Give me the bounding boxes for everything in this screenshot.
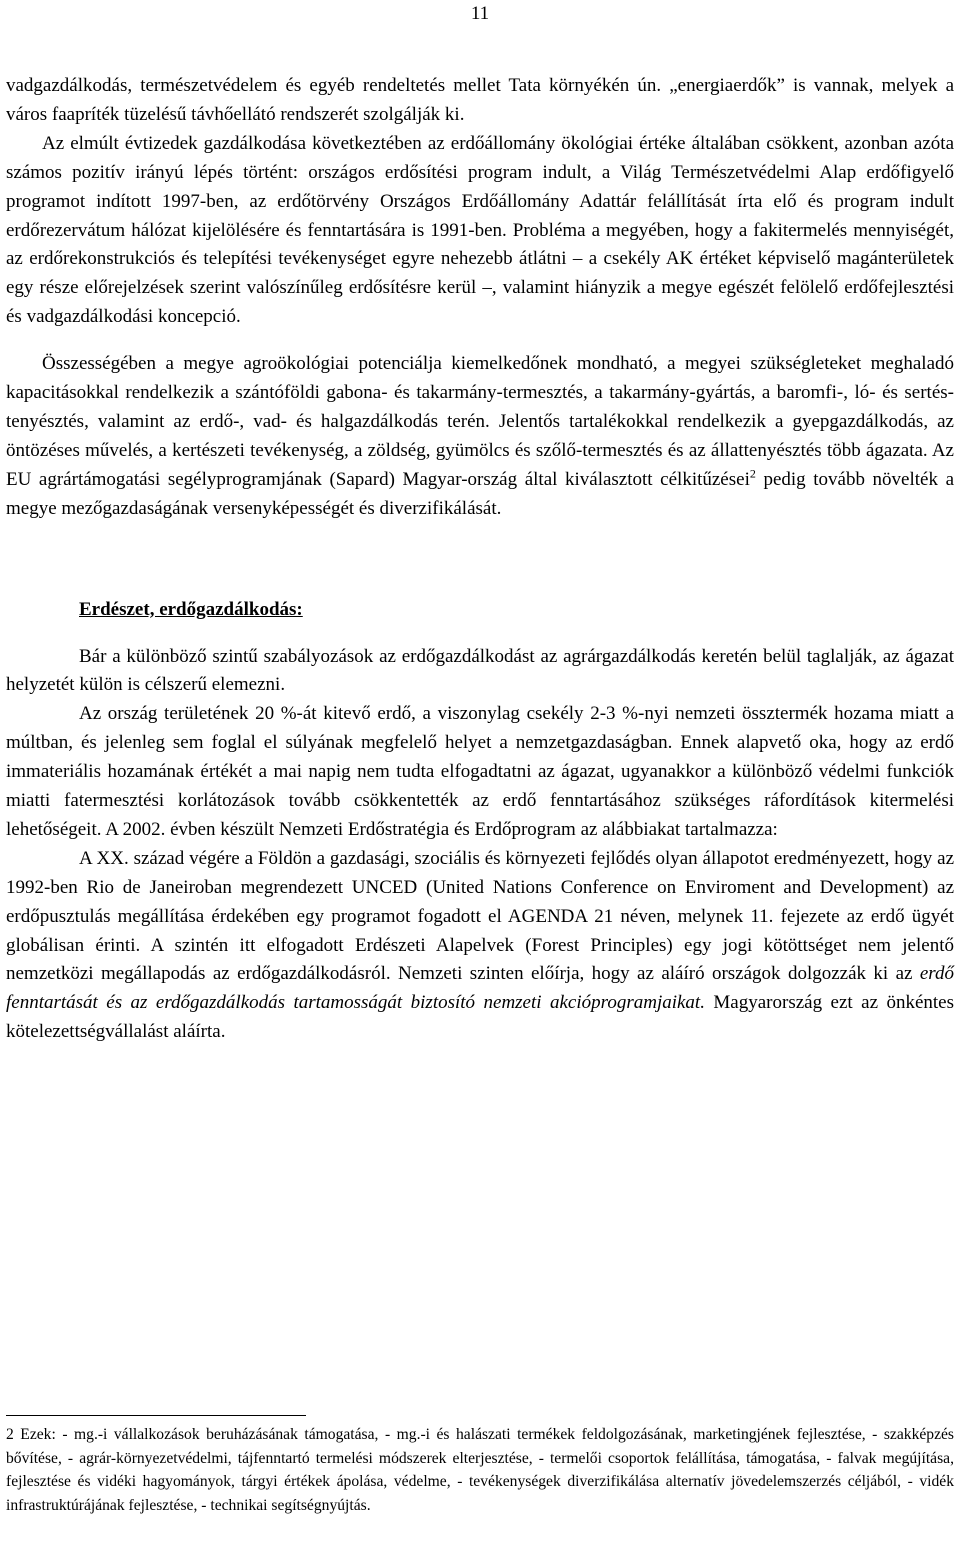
paragraph-5: Az ország területének 20 %-át kitevő erdő, a viszonylag csekély 2-3 %-nyi nemzeti össztermék hozama miatt a múltban, és jelenleg sem foglal el súlyának megfelelő helyet a nemzetgazdaságban. Ennek alapvető oka, hogy az erdő immateriális hozamának értékét a mai napig nem tudta elfogadtatni az ágazat, ugyanakkor a különböző védelmi funkciók miatti fatermesztési korlátozások tovább csökkentették az erdő fenntartásához szükséges ráfordítások kitermelési lehetőségeit. A 2002. évben készült Nemzeti Erdőstratégia és Erdőprogram az alábbiakat tartalmazza: (6, 703, 954, 840)
paragraph-3 (6, 350, 954, 523)
paragraph-6-text-b: Magyarország ezt az önkéntes kötelezettségvállalást aláírta. (6, 992, 954, 1043)
section-heading (79, 596, 954, 625)
paragraph-2: Az elmúlt évtizedek gazdálkodása következtében az erdőállomány ökológiai értéke általában csökkent, azonban azóta számos pozitív irányú lépés történt: országos erdősítési program indult, a Világ Természetvédelmi Alap erdőfigyelő programot indított 1997-ben, az erdőtörvény Országos Erdőállomány Adattár felállítását írta elő és program indult erdőrezervátum hálózat kijelölésére és fenntartására is 1991-ben. Probléma a megyében, hogy a fakitermelés mennyiségét, az erdőrekonstrukciós és telepítési tevékenységet egyre nehezebb átlátni – a csekély AK értéket képviselő magánterületek egy része előrejelzések szerint valószínűleg erdősítésre kerül –, valamint hiányzik a megye egészét felölelő erdőfejlesztési és vadgazdálkodási koncepció. (6, 132, 954, 328)
document-body (6, 72, 954, 1047)
paragraph-6 (6, 845, 954, 1047)
paragraph-3-text-a: Összességében a megye agroökológiai potenciálja kiemelkedőnek mondható, a megyei szükségleteket meghaladó kapacitásokkal rendelkezik a szántóföldi gabona- és takarmány-termesztés, a takarmány-gyártás, a baromfi-, ló- és sertés-tenyésztés, valamint az erdő-, vad- és halgazdálkodás terén. Jelentős tartalékokkal rendelkezik a gyepgazdálkodás, az öntözéses művelés, a kertészeti tevékenység, a zöldség, gyümölcs és szőlő-termesztés és az állattenyésztés több ágazata. Az EU agrártámogatási segélyprogramjának (Sapard) Magyar-ország által kiválasztott célkitűzései (6, 353, 954, 490)
paragraph-6-text-a: A XX. század végére a Földön a gazdasági, szociális és környezeti fejlődés olyan állapotot eredményezett, hogy az 1992-ben Rio de Janeiroban megrendezett UNCED (United Nations Conference on Enviroment and Development) az erdőpusztulás megállítása érdekében egy programot fogadott el AGENDA 21 néven, melynek 11. fejezete az erdő ügyét globálisan érinti. A szintén itt elfogadott Erdészeti Alapelvek (Forest Principles) egy jogi kötöttséget nem jelentő nemzetközi megállapodás az erdőgazdálkodásról. Nemzeti szinten előírja, hogy az aláíró országok dolgozzák ki az (6, 847, 954, 985)
paragraph-1: vadgazdálkodás, természetvédelem és egyéb rendeltetés mellet Tata környékén ún. „energiaerdők” is vannak, melyek a város faapríték tüzelésű távhőellátó rendszerét szolgálják ki. (6, 75, 954, 125)
footnote-separator (6, 1415, 306, 1416)
footnote: 2 Ezek: - mg.-i vállalkozások beruházásának támogatása, - mg.-i és halászati termékek feldolgozásának, marketingjének fejlesztése, - szakképzés bővítése, - agrár-környezetvédelmi, tájfenntartó termelési módszerek elterjesztése, - termelői csoportok felállítása, támogatása, - falvak megújítása, fejlesztése és vidéki hagyományok, tárgyi értékek ápolása, védelme, - tevékenységek diverzifikálása alternatív jövedelemszerzés céljából, - vidék infrastruktúrájának fejlesztése, - technikai segítségnyújtás. (6, 1426, 954, 1514)
footnote-reference[interactable]: 2 (749, 466, 756, 481)
paragraph-4: Bár a különböző szintű szabályozások az erdőgazdálkodást az agrárgazdálkodás keretén belül taglalják, az ágazat helyzetét külön is célszerű elemezni. (6, 645, 954, 696)
page-number: 11 (470, 3, 490, 24)
section-heading-text: Erdészet, erdőgazdálkodás: (79, 598, 303, 620)
paragraph-3-text-b: pedig tovább növelték a megye mezőgazdaságának versenyképességét és diverzifikálását. (6, 468, 955, 519)
paragraph-6-italic: erdő fenntartását és az erdőgazdálkodás tartamosságát biztosító nemzeti akcióprogramjaikat. (6, 963, 954, 1014)
